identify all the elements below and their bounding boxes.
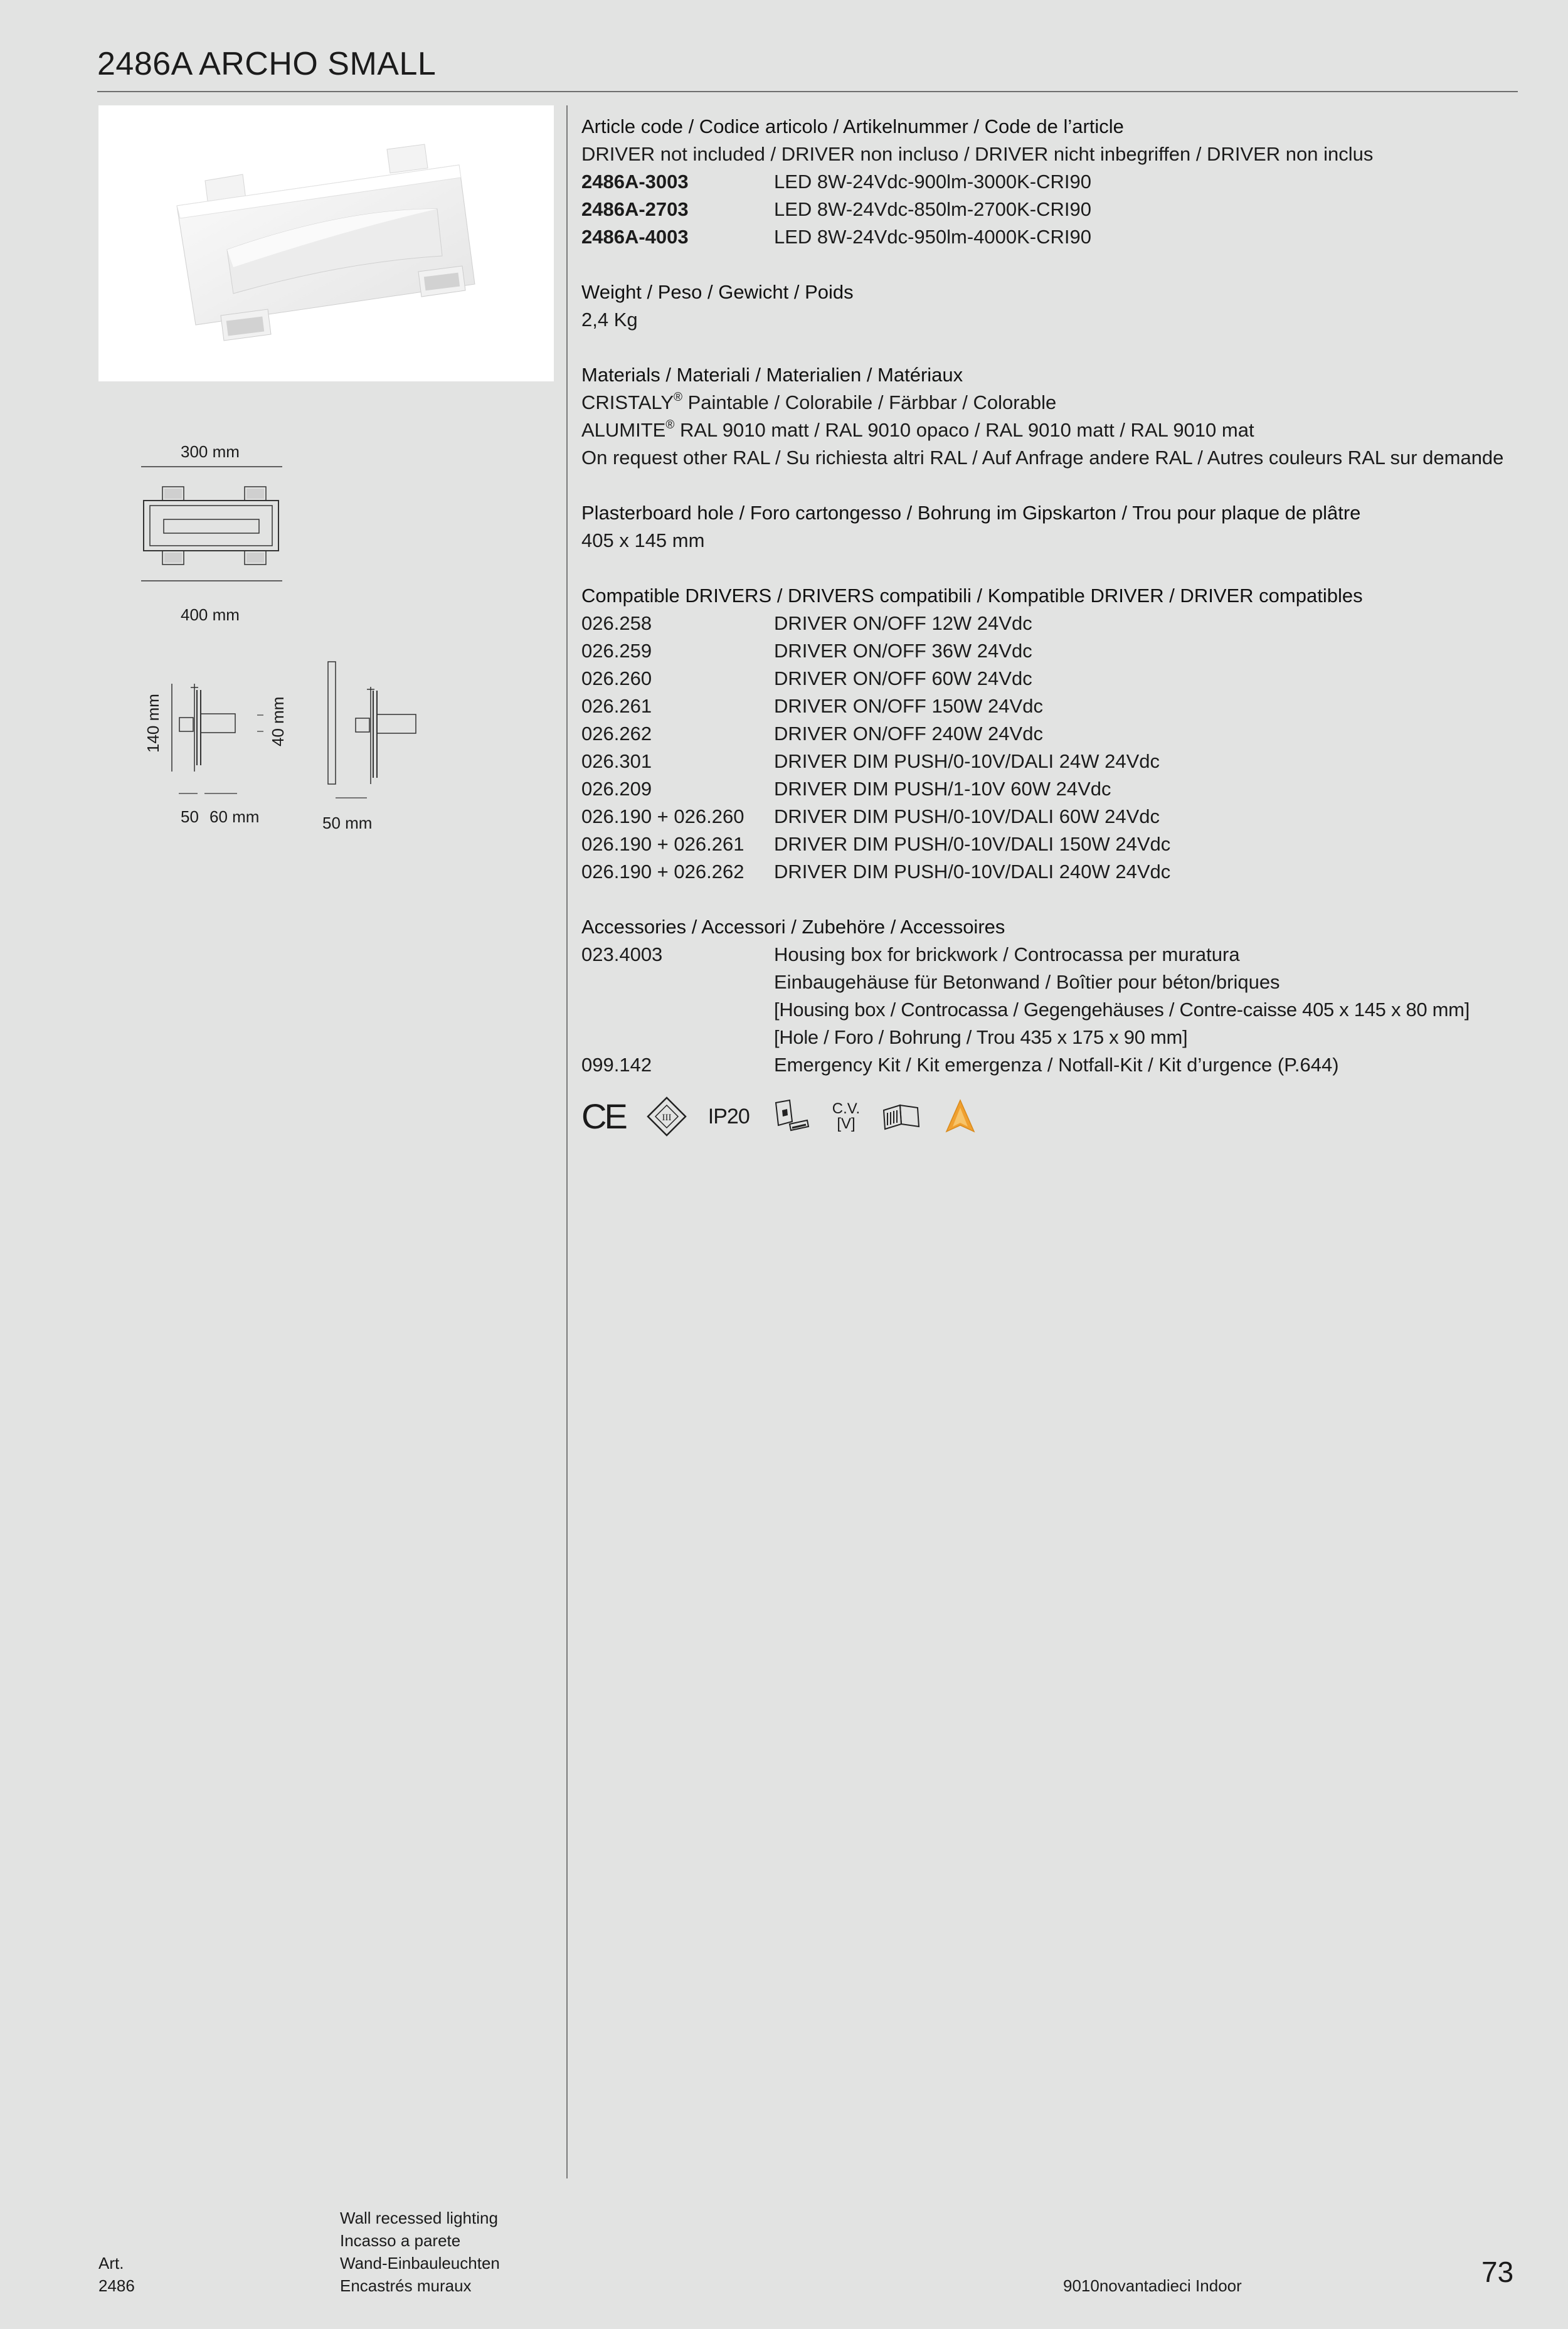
driver-code: 026.262 [581, 723, 652, 745]
accessory-code: 099.142 [581, 1054, 652, 1076]
driver-code: 026.260 [581, 667, 652, 689]
side-view-drawing-b [323, 662, 423, 803]
constant-voltage-icon [832, 1101, 860, 1132]
driver-row [581, 637, 1516, 665]
page-number: 73 [1481, 2256, 1514, 2288]
cv-volt-label: [V] [837, 1115, 856, 1132]
material-text: Paintable / Colorabile / Färbbar / Colorable [682, 391, 1057, 413]
accessory-code: 023.4003 [581, 943, 663, 965]
accessory-desc-line: [Hole / Foro / Bohrung / Trou 435 x 175 x 90 mm] [774, 1026, 1188, 1048]
spec-column [581, 113, 1516, 1142]
driver-desc: DRIVER ON/OFF 12W 24Vdc [774, 612, 1032, 634]
weight-value: 2,4 Kg [581, 309, 638, 331]
materials-heading: Materials / Materiali / Materialien / Matériaux [581, 364, 963, 386]
ce-mark-text: CE [581, 1096, 625, 1136]
driver-code: 026.190 + 026.262 [581, 861, 744, 883]
driver-desc: DRIVER DIM PUSH/1-10V 60W 24Vdc [774, 778, 1111, 800]
side-view-drawing-a [169, 684, 270, 803]
drivers-heading: Compatible DRIVERS / DRIVERS compatibili / Kompatible DRIVER / DRIVER compatibles [581, 585, 1363, 607]
accessory-desc-line: [Housing box / Controcassa / Gegengehäuses / Contre-caisse 405 x 145 x 80 mm] [774, 999, 1470, 1021]
article-heading: Article code / Codice articolo / Artikelnummer / Code de l’article [581, 115, 1124, 137]
accessories-section [581, 913, 1516, 1079]
category-line: Encastrés muraux [340, 2276, 472, 2295]
article-code: 2486A-4003 [581, 226, 689, 248]
weight-heading: Weight / Peso / Gewicht / Poids [581, 281, 854, 303]
plasterboard-heading: Plasterboard hole / Foro cartongesso / Bohrung im Gipskarton / Trou pour plaque de plâtre [581, 502, 1361, 524]
registered-mark: ® [674, 391, 682, 404]
driver-row [581, 720, 1516, 748]
product-title: 2486A ARCHO SMALL [97, 46, 437, 82]
article-row [581, 168, 1516, 196]
dim-height: 140 mm [144, 694, 162, 753]
accessory-desc [774, 941, 1470, 1051]
plasterboard-value: 405 x 145 mm [581, 529, 705, 551]
accessory-row [581, 1051, 1516, 1079]
driver-row [581, 858, 1516, 886]
driver-row [581, 803, 1516, 830]
category-line: Wand-Einbauleuchten [340, 2254, 500, 2273]
drivers-section [581, 582, 1516, 886]
article-desc: LED 8W-24Vdc-950lm-4000K-CRI90 [774, 226, 1091, 248]
ip20-text: IP20 [707, 1105, 750, 1128]
article-desc: LED 8W-24Vdc-900lm-3000K-CRI90 [774, 171, 1091, 193]
driver-code: 026.209 [581, 778, 652, 800]
category-line: Incasso a parete [340, 2231, 461, 2250]
category-block [340, 2207, 500, 2297]
header-rule [97, 91, 1518, 92]
art-label: Art. [98, 2254, 124, 2273]
installation-surface-icon [771, 1096, 811, 1137]
driver-desc: DRIVER ON/OFF 36W 24Vdc [774, 640, 1032, 662]
dim-side-height: 40 mm [268, 696, 287, 746]
accessory-desc: Emergency Kit / Kit emergenza / Notfall-Kit / Kit d’urgence (P.644) [774, 1054, 1339, 1076]
ce-mark-icon [581, 1096, 625, 1136]
driver-desc: DRIVER DIM PUSH/0-10V/DALI 150W 24Vdc [774, 833, 1171, 855]
dim-depth-a: 50 [181, 807, 199, 826]
article-code: 2486A-3003 [581, 171, 689, 193]
instruction-manual-icon [881, 1096, 921, 1137]
accessories-heading: Accessories / Accessori / Zubehöre / Accessoires [581, 916, 1005, 938]
material-line: On request other RAL / Su richiesta altri RAL / Auf Anfrage andere RAL / Autres couleurs RAL sur demande [581, 447, 1504, 469]
driver-code: 026.259 [581, 640, 652, 662]
driver-row [581, 665, 1516, 692]
cv-label: C.V. [832, 1100, 861, 1117]
product-illustration [98, 105, 554, 381]
accessory-desc-line: Einbaugehäuse für Betonwand / Boîtier pour béton/briques [774, 971, 1280, 993]
driver-code: 026.301 [581, 750, 652, 772]
front-view-drawing [141, 464, 282, 583]
art-number: 2486 [98, 2276, 135, 2295]
product-photo [98, 105, 554, 381]
material-brand: CRISTALY [581, 391, 674, 413]
material-line [581, 416, 1516, 444]
driver-desc: DRIVER DIM PUSH/0-10V/DALI 240W 24Vdc [774, 861, 1171, 883]
ip20-icon [708, 1103, 750, 1130]
driver-row [581, 830, 1516, 858]
driver-code: 026.258 [581, 612, 652, 634]
driver-desc: DRIVER ON/OFF 60W 24Vdc [774, 667, 1032, 689]
driver-desc: DRIVER DIM PUSH/0-10V/DALI 24W 24Vdc [774, 750, 1160, 772]
brand-label: 9010novantadieci Indoor [1063, 2276, 1242, 2295]
dim-depth-b: 60 mm [209, 807, 260, 826]
driver-desc: DRIVER ON/OFF 150W 24Vdc [774, 695, 1043, 717]
driver-note: DRIVER not included / DRIVER non incluso / DRIVER nicht inbegriffen / DRIVER non inclus [581, 143, 1374, 165]
driver-code: 026.261 [581, 695, 652, 717]
driver-code: 026.190 + 026.260 [581, 805, 744, 827]
weight-section [581, 279, 1516, 334]
article-desc: LED 8W-24Vdc-850lm-2700K-CRI90 [774, 198, 1091, 220]
material-text: RAL 9010 matt / RAL 9010 opaco / RAL 9010 matt / RAL 9010 mat [674, 419, 1254, 441]
dim-depth-c: 50 mm [322, 814, 373, 832]
plasterboard-section [581, 499, 1516, 554]
driver-row [581, 610, 1516, 637]
material-brand: ALUMITE [581, 419, 666, 441]
class-iii-label: III [662, 1113, 672, 1123]
column-divider [566, 105, 568, 2178]
dim-width-bottom: 400 mm [181, 605, 240, 624]
material-line [581, 389, 1516, 416]
accessory-desc-line: Housing box for brickwork / Controcassa per muratura [774, 943, 1240, 965]
dim-width-top: 300 mm [181, 442, 240, 461]
driver-row [581, 692, 1516, 720]
class-iii-diamond [647, 1096, 687, 1137]
article-row [581, 196, 1516, 223]
driver-row [581, 748, 1516, 775]
accessory-row [581, 941, 1516, 1051]
materials-section [581, 361, 1516, 472]
article-row [581, 223, 1516, 251]
driver-desc: DRIVER ON/OFF 240W 24Vdc [774, 723, 1043, 745]
category-line: Wall recessed lighting [340, 2209, 498, 2227]
driver-row [581, 775, 1516, 803]
certification-icons [581, 1091, 1516, 1142]
registered-mark: ® [665, 418, 675, 432]
driver-desc: DRIVER DIM PUSH/0-10V/DALI 60W 24Vdc [774, 805, 1160, 827]
driver-code: 026.190 + 026.261 [581, 833, 744, 855]
hot-surface-warning-icon [943, 1098, 978, 1135]
article-code: 2486A-2703 [581, 198, 689, 220]
article-section [581, 113, 1516, 251]
class-iii-icon [647, 1096, 687, 1137]
